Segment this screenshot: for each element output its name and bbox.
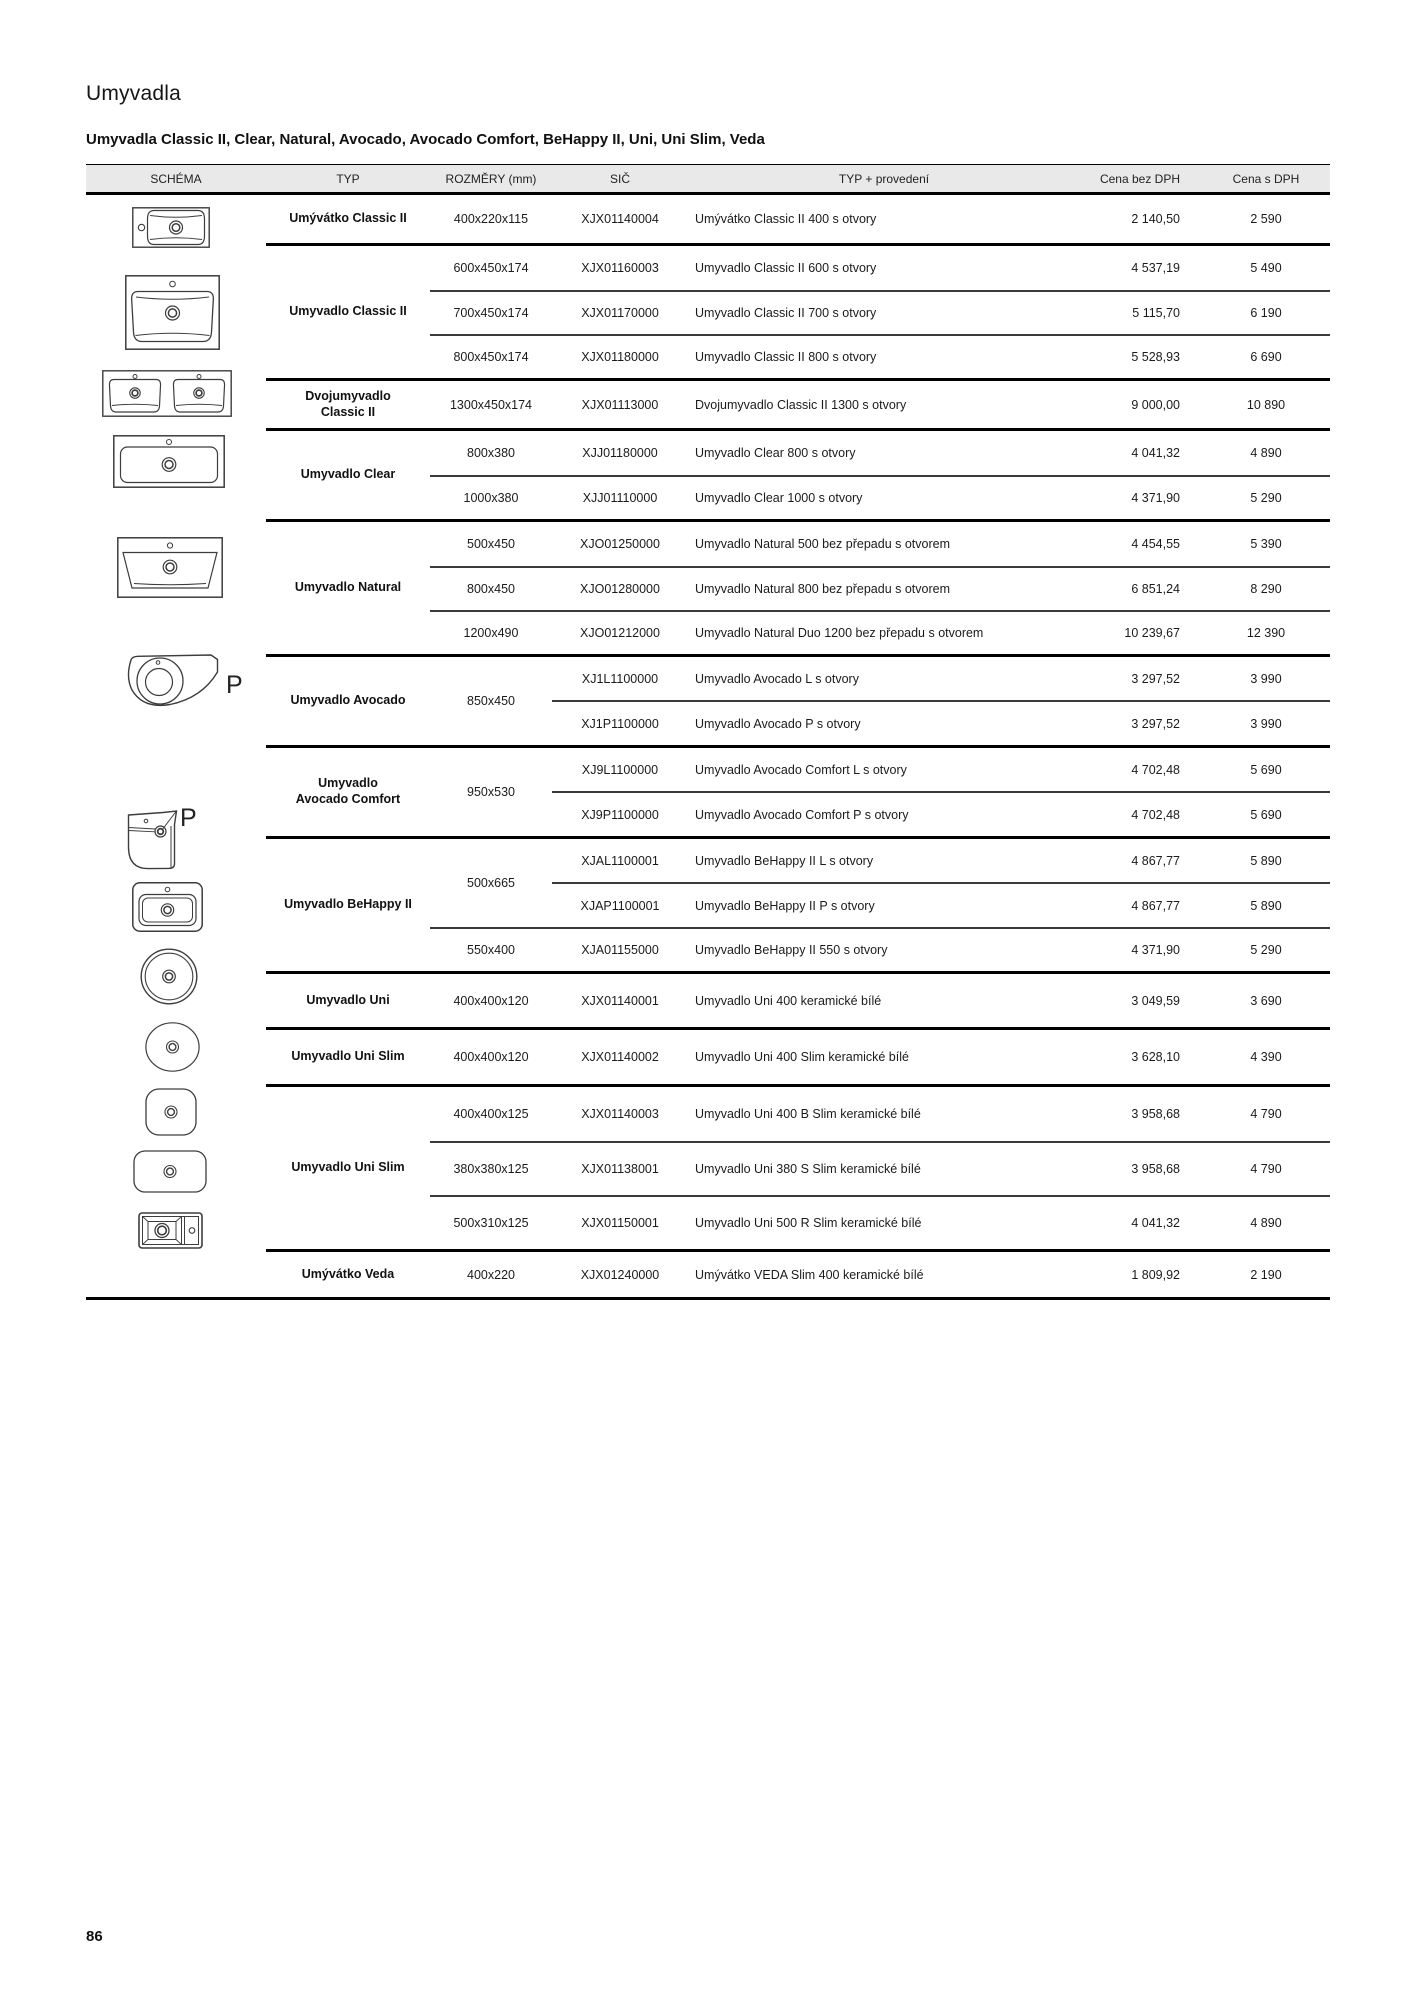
typ-label: Umyvadlo Uni Slim <box>291 1160 405 1175</box>
clear-sink-icon <box>113 435 225 488</box>
rozmery-cell: 550x400 <box>467 943 515 957</box>
group-sections <box>430 522 1330 654</box>
header-provedeni: TYP + provedení <box>838 171 930 186</box>
sic-cell: XJO01212000 <box>580 626 660 640</box>
popis-cell: Umývátko VEDA Slim 400 keramické bílé <box>695 1267 924 1282</box>
product-row <box>552 612 1330 654</box>
group-sections <box>430 974 1330 1027</box>
dimension-section <box>430 334 1330 378</box>
cena-bez-dph-cell: 1 809,92 <box>1131 1267 1180 1282</box>
cena-bez-dph-cell: 5 115,70 <box>1132 306 1180 320</box>
product-group <box>86 1249 1330 1297</box>
product-row <box>552 657 1330 700</box>
dimension-section <box>430 1141 1330 1195</box>
rozmery-cell: 400x400x125 <box>453 1107 529 1121</box>
section-rows <box>552 657 1330 745</box>
sic-cell: XJO01280000 <box>580 582 660 596</box>
sic-cell: XJO01250000 <box>580 537 660 551</box>
popis-cell: Umyvadlo Classic II 800 s otvory <box>695 350 877 364</box>
rozmery-cell: 380x380x125 <box>453 1162 529 1176</box>
popis-cell: Umyvadlo Avocado L s otvory <box>695 671 859 686</box>
cena-bez-dph-cell: 3 049,59 <box>1131 993 1180 1008</box>
cena-s-dph-cell: 8 290 <box>1250 582 1282 596</box>
group-right <box>266 654 1330 745</box>
product-row <box>552 568 1330 610</box>
section-rows <box>552 431 1330 475</box>
group-right <box>266 1084 1330 1249</box>
cena-s-dph-cell: 5 690 <box>1250 807 1282 822</box>
section-rows <box>552 568 1330 610</box>
typ-label: Umyvadlo Classic II <box>289 304 407 319</box>
cena-s-dph-cell: 4 790 <box>1250 1107 1282 1121</box>
popis-cell: Umyvadlo BeHappy II 550 s otvory <box>695 943 888 957</box>
section-rows <box>552 929 1330 971</box>
product-table-body <box>86 195 1330 1300</box>
group-sections <box>430 431 1330 519</box>
cena-s-dph-cell: 3 990 <box>1250 716 1282 731</box>
group-right <box>266 971 1330 1027</box>
cena-bez-dph-cell: 3 958,68 <box>1131 1162 1180 1176</box>
cena-s-dph-cell: 5 290 <box>1250 943 1282 957</box>
cena-bez-dph-cell: 3 297,52 <box>1131 671 1180 686</box>
product-group <box>86 745 1330 836</box>
cena-bez-dph-cell: 4 371,90 <box>1131 491 1180 505</box>
section-rows <box>552 1143 1330 1195</box>
typ-label: Umyvadlo Uni Slim <box>291 1049 405 1064</box>
dimension-section <box>430 1195 1330 1249</box>
cena-bez-dph-cell: 4 867,77 <box>1131 898 1180 913</box>
typ-cell <box>266 1030 430 1084</box>
dimension-section <box>430 195 1330 243</box>
typ-label: Umývátko Classic II <box>289 211 407 226</box>
group-right <box>266 836 1330 971</box>
product-row <box>552 292 1330 334</box>
sic-cell: XJ9P1100000 <box>581 807 659 822</box>
group-sections <box>430 839 1330 971</box>
typ-label: Umývátko Veda <box>301 1266 395 1281</box>
rozmery-cell: 1200x490 <box>463 626 519 640</box>
group-right <box>266 428 1330 519</box>
page-title: Umyvadla <box>86 82 181 105</box>
sic-cell: XJX01113000 <box>581 397 659 412</box>
sic-cell: XJ1L1100000 <box>581 671 659 686</box>
popis-cell: Umyvadlo Avocado P s otvory <box>695 716 861 731</box>
product-row <box>552 1143 1330 1195</box>
group-sections <box>430 1252 1330 1297</box>
section-rows <box>552 612 1330 654</box>
product-row <box>552 381 1330 428</box>
product-row <box>552 748 1330 791</box>
rozmery-cell: 600x450x174 <box>453 261 529 275</box>
cena-bez-dph-cell: 6 851,24 <box>1131 582 1180 596</box>
behappy-corner-sink-icon <box>127 810 178 870</box>
popis-cell: Umyvadlo Clear 1000 s otvory <box>695 491 863 505</box>
group-sections <box>430 381 1330 428</box>
rozmery-cell: 1000x380 <box>463 491 519 505</box>
sic-cell: XJX01170000 <box>581 306 659 320</box>
header-cena-s-dph: Cena s DPH <box>1232 171 1300 186</box>
cena-bez-dph-cell: 3 297,52 <box>1131 716 1180 731</box>
rozmery-cell: 800x380 <box>467 446 515 460</box>
cena-bez-dph-cell: 4 702,48 <box>1131 762 1180 777</box>
cena-s-dph-cell: 4 790 <box>1250 1162 1282 1176</box>
header-sic: SIČ <box>609 171 630 186</box>
classic-ii-small-sink-icon <box>132 207 210 248</box>
product-row <box>552 1252 1330 1297</box>
popis-cell: Umyvadlo BeHappy II L s otvory <box>695 853 874 868</box>
product-row <box>552 839 1330 882</box>
product-row <box>552 1197 1330 1249</box>
group-right <box>266 243 1330 378</box>
cena-s-dph-cell: 6 690 <box>1250 350 1282 364</box>
cena-s-dph-cell: 2 590 <box>1250 212 1282 226</box>
section-rows <box>552 974 1330 1027</box>
section-rows <box>552 1252 1330 1297</box>
group-sections <box>430 1030 1330 1084</box>
veda-sink-icon <box>138 1212 203 1249</box>
dimension-section <box>430 475 1330 519</box>
header-rozmery: ROZMĚRY (mm) <box>445 171 537 186</box>
group-sections <box>430 748 1330 836</box>
cena-s-dph-cell: 3 990 <box>1250 671 1282 686</box>
classic-ii-sink-icon <box>125 275 220 350</box>
dimension-section <box>430 657 1330 745</box>
schema-cell <box>86 1249 266 1297</box>
typ-label: Classic II <box>320 404 376 419</box>
header-typ: TYP <box>336 171 360 186</box>
rozmery-cell: 500x310x125 <box>453 1216 529 1230</box>
group-right <box>266 519 1330 654</box>
typ-cell <box>266 1087 430 1249</box>
rozmery-cell: 800x450 <box>467 582 515 596</box>
product-row <box>552 1030 1330 1084</box>
sic-cell: XJJ01180000 <box>582 446 658 460</box>
product-group <box>86 654 1330 745</box>
product-group <box>86 195 1330 243</box>
sic-cell: XJX01180000 <box>581 350 659 364</box>
sic-cell: XJX01240000 <box>580 1267 660 1282</box>
uni-400-sink-icon <box>140 948 198 1005</box>
product-group <box>86 971 1330 1027</box>
cena-bez-dph-cell: 3 628,10 <box>1131 1050 1180 1064</box>
typ-cell <box>266 839 430 971</box>
cena-s-dph-cell: 12 390 <box>1246 626 1286 640</box>
popis-cell: Umyvadlo Uni 400 B Slim keramické bílé <box>695 1107 921 1121</box>
cena-bez-dph-cell: 5 528,93 <box>1131 350 1180 364</box>
section-rows <box>552 195 1330 243</box>
uni-400-b-slim-sink-icon <box>145 1088 197 1136</box>
section-rows <box>552 522 1330 566</box>
group-sections <box>430 657 1330 745</box>
typ-cell <box>266 974 430 1027</box>
cena-bez-dph-cell: 4 041,32 <box>1131 1216 1180 1230</box>
group-right <box>266 1249 1330 1297</box>
rozmery-cell: 400x220 <box>467 1267 515 1282</box>
popis-cell: Dvojumyvadlo Classic II 1300 s otvory <box>695 397 907 412</box>
cena-bez-dph-cell: 4 867,77 <box>1131 853 1180 868</box>
dimension-section <box>430 839 1330 927</box>
popis-cell: Umývátko Classic II 400 s otvory <box>695 212 877 226</box>
dimension-section <box>430 431 1330 475</box>
popis-cell: Umyvadlo Natural 500 bez přepadu s otvorem <box>695 537 950 551</box>
typ-label: Umyvadlo Avocado <box>290 693 406 708</box>
product-group <box>86 1084 1330 1249</box>
rozmery-cell: 850x450 <box>467 694 515 708</box>
section-rows <box>552 1030 1330 1084</box>
cena-s-dph-cell: 6 190 <box>1250 306 1282 320</box>
sic-cell: XJX01138001 <box>581 1162 659 1176</box>
dimension-section <box>430 522 1330 566</box>
product-row <box>552 477 1330 519</box>
dimension-section <box>430 974 1330 1027</box>
rozmery-cell: 500x450 <box>467 537 515 551</box>
product-group <box>86 836 1330 971</box>
sic-cell: XJX01160003 <box>581 261 659 275</box>
cena-bez-dph-cell: 2 140,50 <box>1131 212 1180 226</box>
cena-s-dph-cell: 2 190 <box>1250 1267 1282 1282</box>
table-header-row <box>86 165 1330 195</box>
sic-cell: XJAP1100001 <box>580 898 660 913</box>
popis-cell: Umyvadlo BeHappy II P s otvory <box>695 898 875 913</box>
rozmery-cell: 400x400x120 <box>453 1050 529 1064</box>
typ-label: Umyvadlo Uni <box>306 992 390 1007</box>
cena-bez-dph-cell: 10 239,67 <box>1124 626 1180 640</box>
section-rows <box>552 1197 1330 1249</box>
product-row <box>552 882 1330 927</box>
group-right <box>266 195 1330 243</box>
group-right <box>266 378 1330 428</box>
cena-bez-dph-cell: 3 958,68 <box>1131 1107 1180 1121</box>
product-table <box>86 164 1330 1300</box>
product-group <box>86 519 1330 654</box>
popis-cell: Umyvadlo Classic II 700 s otvory <box>695 306 877 320</box>
cena-s-dph-cell: 4 390 <box>1250 1050 1282 1064</box>
typ-cell <box>266 522 430 654</box>
typ-cell <box>266 431 430 519</box>
sic-cell: XJ1P1100000 <box>581 716 659 731</box>
rozmery-cell: 700x450x174 <box>453 306 529 320</box>
dvojumyvadlo-sink-icon <box>102 370 232 417</box>
section-rows <box>552 292 1330 334</box>
product-row <box>552 700 1330 745</box>
typ-cell <box>266 657 430 745</box>
cena-s-dph-cell: 5 490 <box>1250 261 1282 275</box>
section-rows <box>552 246 1330 290</box>
popis-cell: Umyvadlo Avocado Comfort L s otvory <box>695 762 907 777</box>
dimension-section <box>430 1252 1330 1297</box>
dimension-section <box>430 381 1330 428</box>
product-row <box>552 246 1330 290</box>
section-rows <box>552 748 1330 836</box>
avocado-p-label: P <box>226 671 243 699</box>
typ-cell <box>266 246 430 378</box>
cena-bez-dph-cell: 9 000,00 <box>1131 397 1180 412</box>
popis-cell: Umyvadlo Uni 380 S Slim keramické bílé <box>695 1162 921 1176</box>
product-row <box>552 336 1330 378</box>
product-group <box>86 378 1330 428</box>
dimension-section <box>430 927 1330 971</box>
dimension-section <box>430 246 1330 290</box>
typ-label: Dvojumyvadlo <box>305 388 391 403</box>
behappy-550-sink-icon <box>132 882 203 932</box>
group-sections <box>430 195 1330 243</box>
cena-s-dph-cell: 3 690 <box>1250 993 1282 1008</box>
page-subtitle: Umyvadla Classic II, Clear, Natural, Avocado, Avocado Comfort, BeHappy II, Uni, Uni Slim, Veda <box>86 131 765 148</box>
cena-s-dph-cell: 5 890 <box>1250 898 1282 913</box>
sic-cell: XJX01140003 <box>581 1107 659 1121</box>
popis-cell: Umyvadlo Natural Duo 1200 bez přepadu s otvorem <box>695 626 984 640</box>
sic-cell: XJX01140001 <box>581 993 659 1008</box>
popis-cell: Umyvadlo Natural 800 bez přepadu s otvorem <box>695 582 950 596</box>
dimension-section <box>430 748 1330 836</box>
rozmery-cell: 500x665 <box>467 876 515 890</box>
typ-label: Umyvadlo Clear <box>300 467 396 482</box>
typ-label: Umyvadlo BeHappy II <box>284 897 412 912</box>
product-row <box>552 195 1330 243</box>
uni-slim-400-sink-icon <box>145 1022 200 1072</box>
rozmery-cell: 400x400x120 <box>453 993 529 1008</box>
natural-sink-icon <box>117 537 223 598</box>
product-row <box>552 1087 1330 1141</box>
typ-cell <box>266 1252 430 1297</box>
rozmery-cell: 400x220x115 <box>453 212 529 226</box>
cena-s-dph-cell: 5 890 <box>1250 853 1282 868</box>
group-sections <box>430 246 1330 378</box>
popis-cell: Umyvadlo Uni 500 R Slim keramické bílé <box>695 1216 922 1230</box>
group-right <box>266 745 1330 836</box>
cena-s-dph-cell: 10 890 <box>1246 397 1286 412</box>
uni-slim-rect-sink-icon <box>133 1150 207 1193</box>
group-sections <box>430 1087 1330 1249</box>
product-row <box>552 522 1330 566</box>
dimension-section <box>430 610 1330 654</box>
cena-s-dph-cell: 5 690 <box>1250 762 1282 777</box>
cena-s-dph-cell: 4 890 <box>1250 1216 1282 1230</box>
section-rows <box>552 477 1330 519</box>
cena-bez-dph-cell: 4 041,32 <box>1131 446 1180 460</box>
typ-cell <box>266 748 430 836</box>
dimension-section <box>430 566 1330 610</box>
popis-cell: Umyvadlo Avocado Comfort P s otvory <box>695 807 909 822</box>
typ-label: Umyvadlo <box>318 776 378 791</box>
popis-cell: Umyvadlo Clear 800 s otvory <box>695 446 856 460</box>
typ-cell <box>266 381 430 428</box>
cena-s-dph-cell: 5 390 <box>1250 537 1282 551</box>
page-number: 86 <box>86 1928 103 1945</box>
rozmery-cell: 1300x450x174 <box>449 397 533 412</box>
typ-cell <box>266 195 430 243</box>
cena-bez-dph-cell: 4 454,55 <box>1131 537 1180 551</box>
product-group <box>86 243 1330 378</box>
behappy-p-label: P <box>180 804 197 832</box>
sic-cell: XJA01155000 <box>581 943 659 957</box>
section-rows <box>552 336 1330 378</box>
typ-label: Umyvadlo Natural <box>294 580 402 595</box>
product-row <box>552 791 1330 836</box>
header-schema: SCHÉMA <box>150 171 202 186</box>
typ-label: Avocado Comfort <box>295 792 401 806</box>
sic-cell: XJX01140004 <box>581 212 659 226</box>
product-group <box>86 1027 1330 1084</box>
popis-cell: Umyvadlo Uni 400 keramické bílé <box>695 993 882 1008</box>
dimension-section <box>430 1087 1330 1141</box>
cena-bez-dph-cell: 4 537,19 <box>1131 261 1180 275</box>
rozmery-cell: 950x530 <box>467 785 515 799</box>
section-rows <box>552 1087 1330 1141</box>
sic-cell: XJX01150001 <box>581 1216 659 1230</box>
dimension-section <box>430 290 1330 334</box>
popis-cell: Umyvadlo Uni 400 Slim keramické bílé <box>695 1050 909 1064</box>
dimension-section <box>430 1030 1330 1084</box>
product-row <box>552 974 1330 1027</box>
popis-cell: Umyvadlo Classic II 600 s otvory <box>695 261 877 275</box>
product-row <box>552 929 1330 971</box>
sic-cell: XJAL1100001 <box>581 853 659 868</box>
product-row <box>552 431 1330 475</box>
cena-s-dph-cell: 5 290 <box>1250 491 1282 505</box>
header-cena-bez-dph: Cena bez DPH <box>1099 171 1180 186</box>
cena-bez-dph-cell: 4 371,90 <box>1131 943 1180 957</box>
cena-s-dph-cell: 4 890 <box>1250 446 1282 460</box>
sic-cell: XJ9L1100000 <box>581 762 659 777</box>
product-group <box>86 428 1330 519</box>
group-right <box>266 1027 1330 1084</box>
section-rows <box>552 839 1330 927</box>
section-rows <box>552 381 1330 428</box>
rozmery-cell: 800x450x174 <box>453 350 529 364</box>
sic-cell: XJJ01110000 <box>582 491 658 505</box>
cena-bez-dph-cell: 4 702,48 <box>1131 807 1180 822</box>
sic-cell: XJX01140002 <box>581 1050 659 1064</box>
avocado-sink-icon <box>125 653 222 707</box>
